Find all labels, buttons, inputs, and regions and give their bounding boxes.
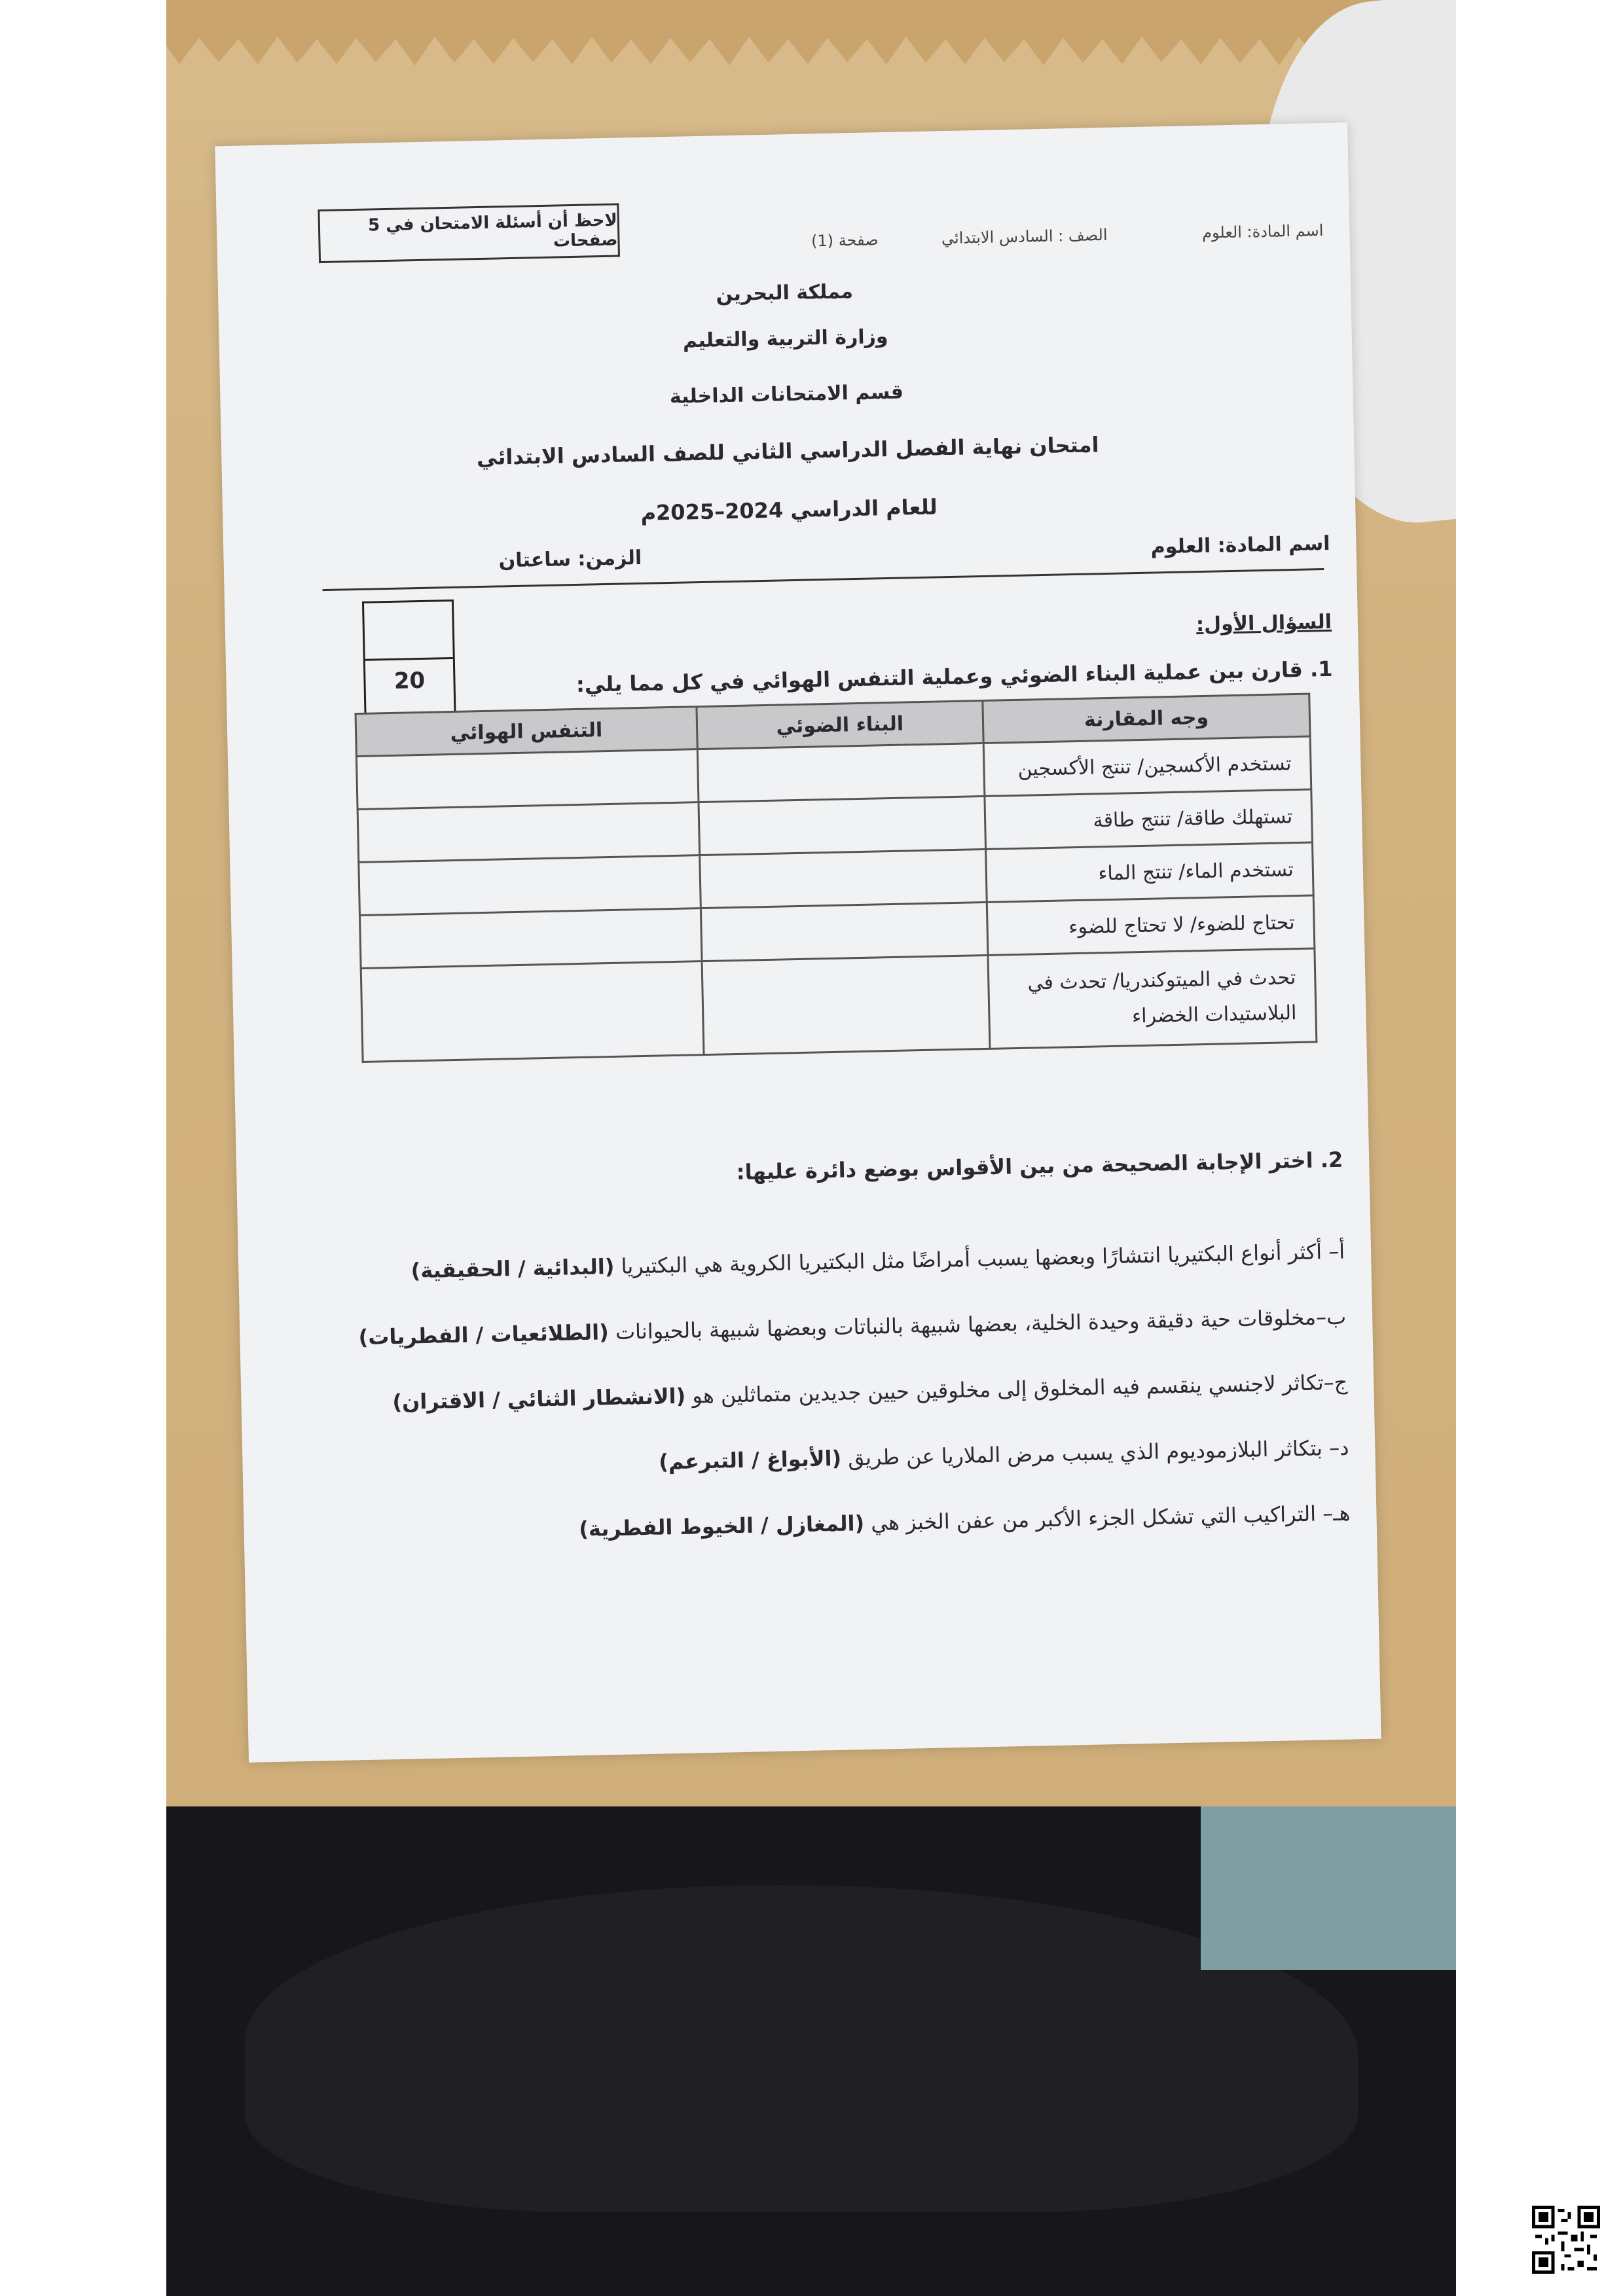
comparison-aspect: تستهلك طاقة/ تنتج طاقة: [985, 789, 1313, 849]
answer-cell[interactable]: [356, 749, 698, 810]
mcq-item: [579, 1501, 1351, 1542]
column-header: البناء الضوئي: [696, 701, 983, 749]
torn-paper-edge: [166, 0, 1456, 79]
answer-cell[interactable]: [357, 802, 699, 863]
answer-cell[interactable]: [359, 855, 701, 916]
mcq-statement: أ– أكثر أنواع البكتيريا انتشارًا وبعضها يسبب أمراضًا مثل البكتيريا الكروية هي البكتيريا: [621, 1238, 1345, 1279]
header-grade: الصف : السادس الابتدائي: [941, 225, 1108, 248]
question-1-text: 1. قارن بين عملية البناء الضوئي وعملية التنفس الهوائي في كل مما يلي:: [575, 656, 1333, 698]
answer-cell[interactable]: [699, 849, 987, 908]
year-title: للعام الدراسي 2024–2025م: [640, 494, 938, 526]
kingdom-title: مملكة البحرين: [716, 280, 854, 306]
ministry-title: وزارة التربية والتعليم: [682, 325, 888, 353]
answer-cell[interactable]: [697, 744, 985, 802]
mcq-item: [392, 1370, 1348, 1415]
header-subject: اسم المادة: العلوم: [1201, 221, 1324, 242]
score-value: 20: [393, 667, 426, 694]
answer-cell[interactable]: [702, 955, 990, 1054]
question-2-text: 2. اختر الإجابة الصحيحة من بين الأقواس بوضع دائرة عليها:: [736, 1147, 1343, 1185]
header-page: صفحة (1): [811, 230, 879, 251]
mcq-statement: هـ– التراكيب التي تشكل الجزء الأكبر من عفن الخبز هي: [870, 1500, 1351, 1535]
section-title: السؤال الأول:: [1195, 610, 1332, 637]
score-divider: [365, 657, 453, 661]
pages-notice: لاحظ أن أسئلة الامتحان في 5 صفحات: [318, 203, 620, 263]
column-header: التنفس الهوائي: [356, 707, 697, 757]
mcq-statement: ج–تكاثر لاجنسي ينقسم فيه المخلوق إلى مخلوقين حيين جديدين متماثلين هو: [691, 1369, 1348, 1408]
mcq-choices[interactable]: (الانشطار الثنائي / الاقتران): [392, 1383, 686, 1415]
answer-cell[interactable]: [699, 796, 986, 855]
mcq-choices[interactable]: (البدائية / الحقيقية): [410, 1253, 615, 1283]
mcq-choices[interactable]: (المغازل / الخيوط الفطرية): [578, 1511, 865, 1542]
mcq-item: [659, 1435, 1349, 1475]
subject-name: اسم المادة: العلوم: [1150, 531, 1330, 559]
mcq-choices[interactable]: (الأبواغ / التبرعم): [658, 1445, 842, 1475]
comparison-aspect: تستخدم الماء/ تنتج الماء: [986, 842, 1314, 902]
comparison-aspect: تحتاج للضوء/ لا تحتاج للضوء: [987, 895, 1315, 955]
comparison-aspect: تستخدم الأكسجين/ تنتج الأكسجين: [983, 736, 1311, 796]
qr-code-icon: [1532, 2206, 1600, 2274]
exam-time: الزمن: ساعتان: [498, 546, 642, 573]
mcq-item: [410, 1239, 1345, 1283]
mcq-choices[interactable]: (الطلائعيات / الفطريات): [358, 1319, 610, 1350]
answer-cell[interactable]: [701, 902, 988, 961]
column-header: وجه المقارنة: [983, 694, 1310, 743]
exam-title: امتحان نهاية الفصل الدراسي الثاني للصف السادس الابتدائي: [476, 432, 1099, 471]
answer-cell[interactable]: [361, 961, 703, 1062]
fabric-fold: [245, 1885, 1358, 2212]
floor-corner: [1201, 1806, 1456, 1970]
department-title: قسم الامتحانات الداخلية: [669, 380, 904, 408]
answer-cell[interactable]: [359, 908, 701, 969]
exam-sheet: [215, 122, 1381, 1763]
score-box: [362, 600, 456, 719]
comparison-aspect: تحدث في الميتوكندريا/ تحدث في البلاستيدات الخضراء: [988, 948, 1317, 1049]
comparison-table: [355, 693, 1318, 1063]
mcq-item: [358, 1304, 1346, 1350]
table-row: [361, 948, 1317, 1062]
mcq-statement: د– بتكاثر البلازموديوم الذي يسبب مرض الملاريا عن طريق: [847, 1435, 1349, 1471]
photo-frame: [166, 0, 1456, 2296]
mcq-statement: ب–مخلوقات حية دقيقة وحيدة الخلية، بعضها شبيهة بالنباتات وبعضها شبيهة بالحيوانات: [615, 1304, 1347, 1344]
header-rule: [323, 568, 1324, 591]
